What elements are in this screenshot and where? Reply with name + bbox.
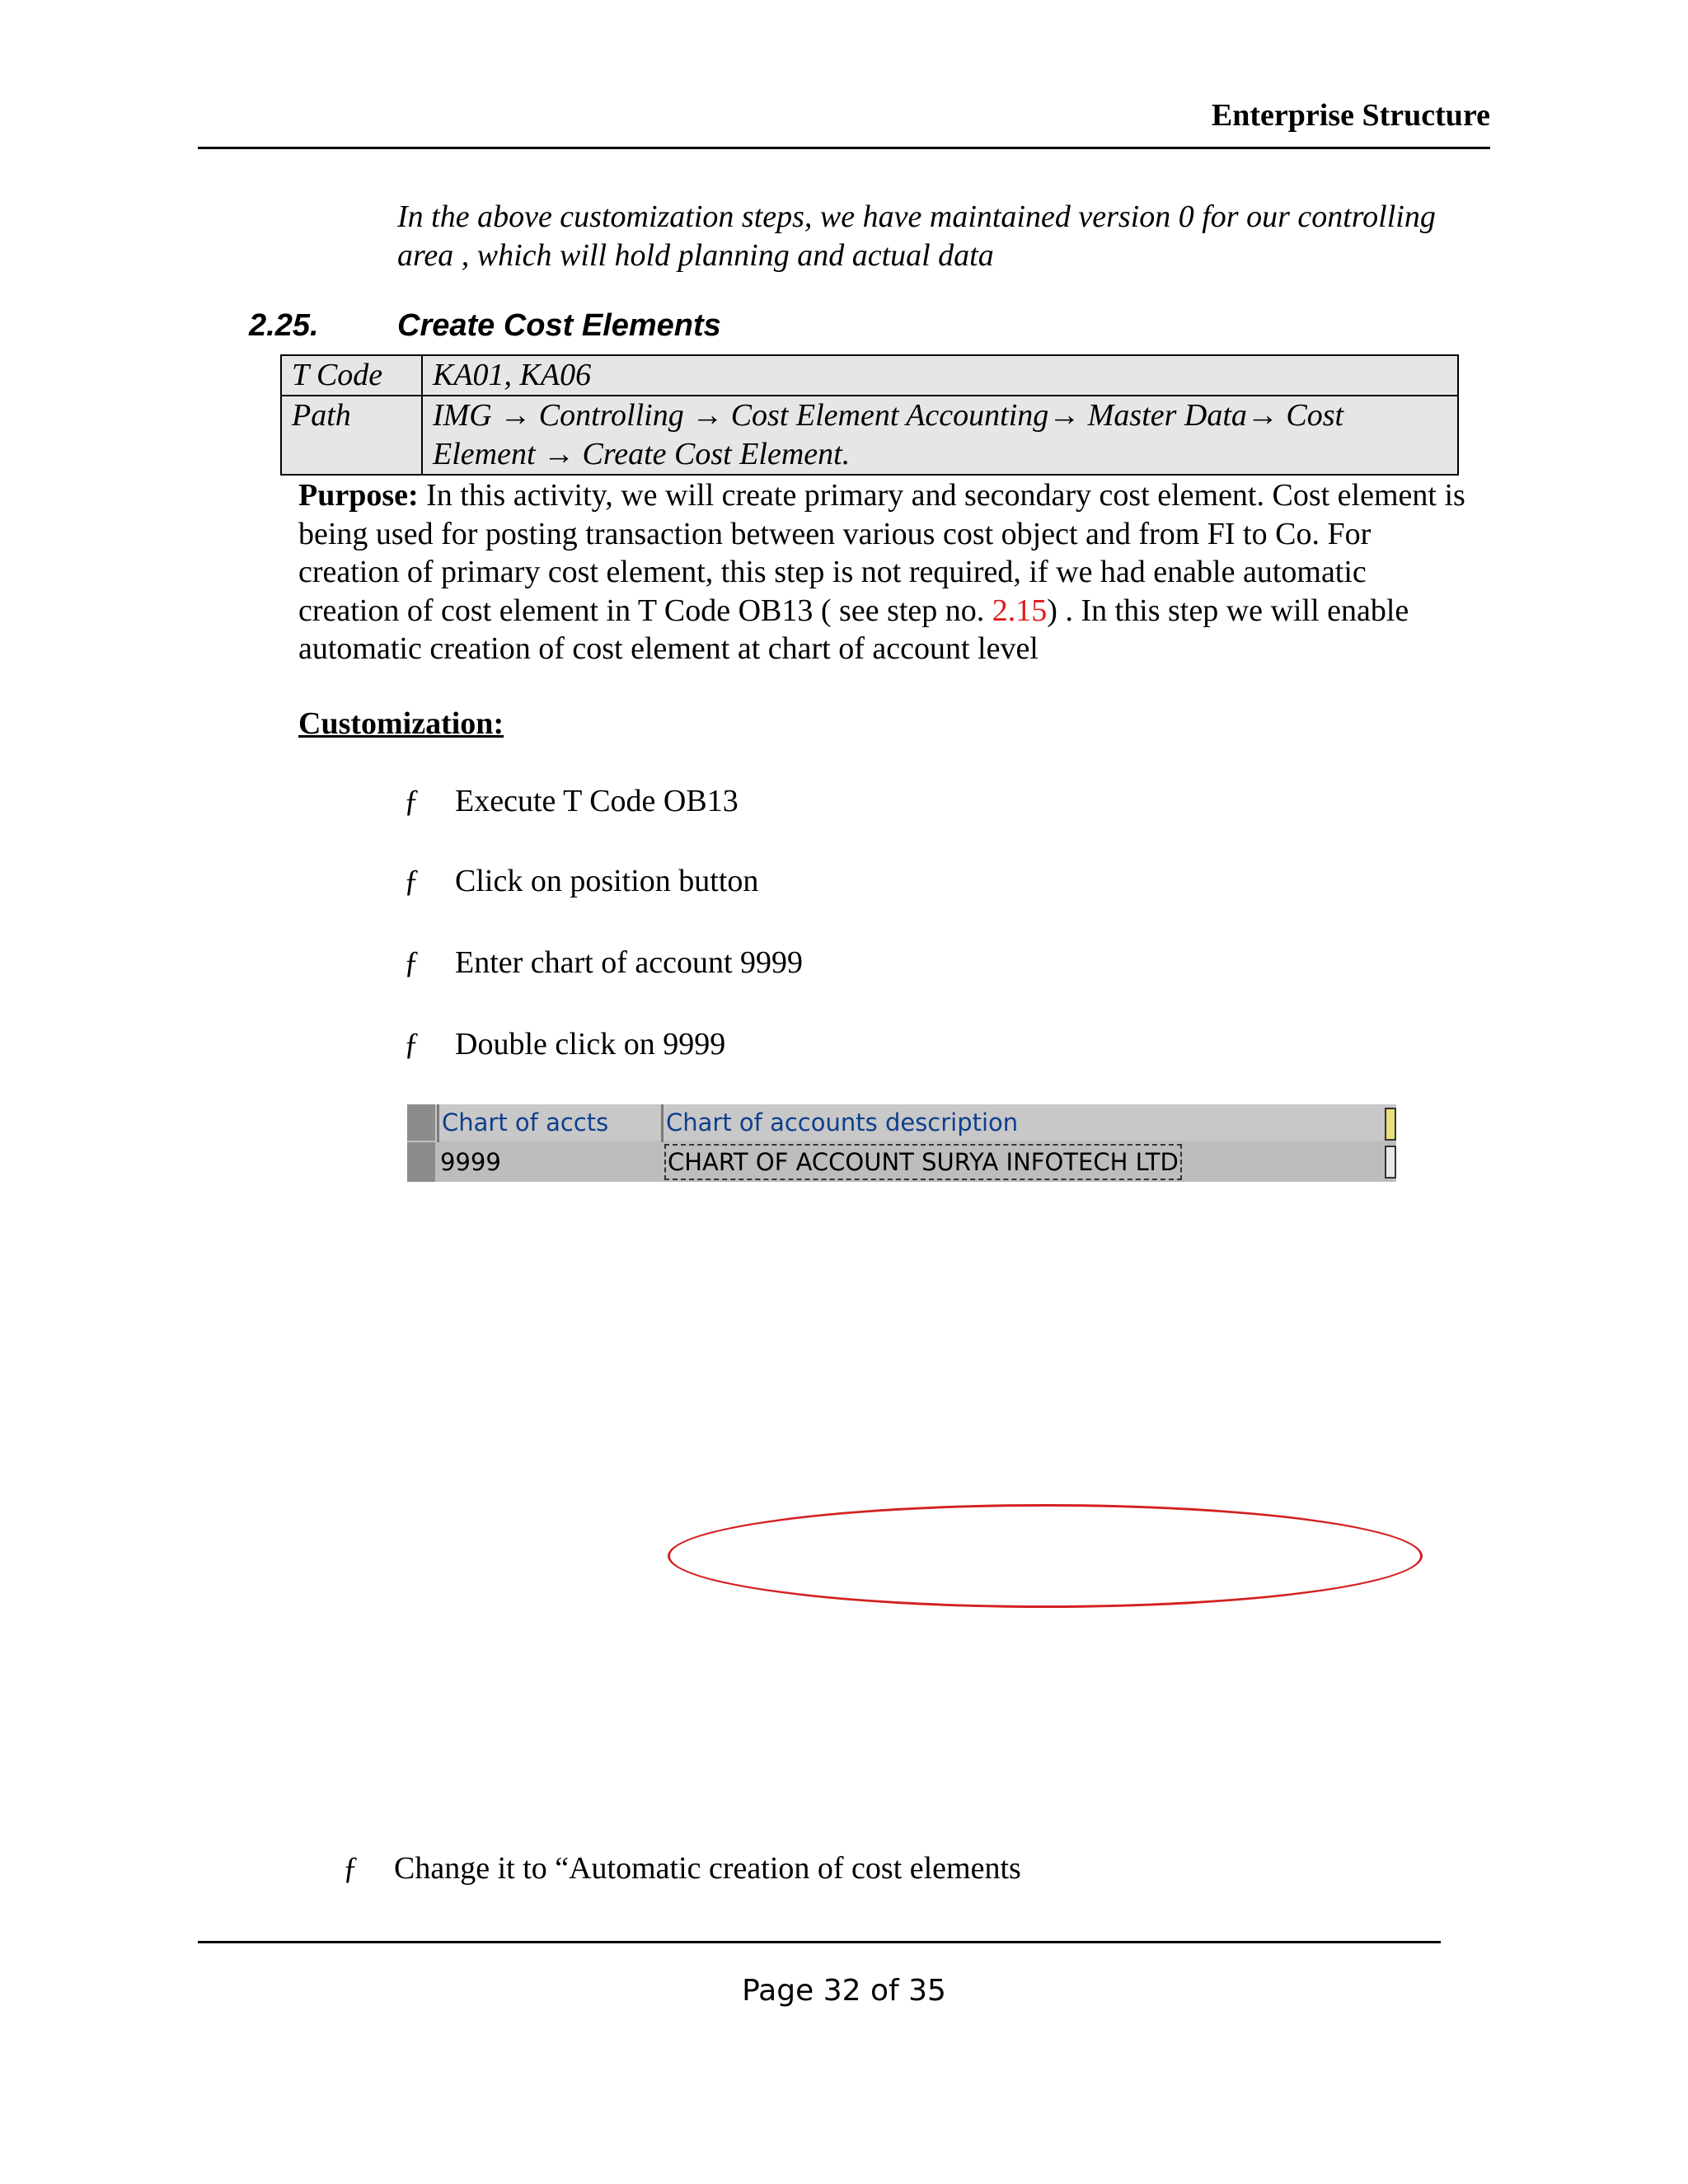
step-text: Enter chart of account 9999: [455, 945, 804, 980]
column-settings-icon[interactable]: [1385, 1108, 1396, 1141]
step-reference-link[interactable]: 2.15: [992, 593, 1048, 628]
table-row[interactable]: [407, 1142, 1396, 1182]
grid-header-row: [407, 1104, 1396, 1141]
sap-chart-of-accounts-grid: [407, 1104, 1396, 1182]
step-text: Double click on 9999: [455, 1027, 726, 1062]
tcode-value: KA01, KA06: [422, 355, 1458, 396]
header-title: Enterprise Structure: [1211, 98, 1490, 133]
purpose-text-after: ) . In this step we will enable automatic creation of cost element at chart of account level: [298, 593, 1409, 666]
customization-heading: Customization:: [298, 706, 504, 741]
tcode-table: [280, 354, 1459, 476]
tcode-label: T Code: [281, 355, 422, 396]
path-label: Path: [281, 396, 422, 475]
section-number: 2.25.: [249, 308, 319, 343]
chart-code-cell[interactable]: 9999: [440, 1148, 501, 1176]
table-row: [281, 355, 1458, 396]
step-text: Execute T Code OB13: [455, 784, 738, 818]
footer-rule: [198, 1941, 1441, 1943]
header-rule: [198, 147, 1490, 149]
bullet-icon: ƒ: [404, 784, 420, 818]
path-value: IMG → Controlling → Cost Element Accounting→ Master Data→ Cost Element → Create Cost Element.: [422, 396, 1458, 475]
header-select-cell[interactable]: [407, 1104, 435, 1141]
bullet-icon: ƒ: [404, 945, 420, 980]
highlight-oval: [668, 1504, 1423, 1608]
step-text: Change it to “Automatic creation of cost elements: [394, 1851, 1021, 1886]
bullet-icon: ƒ: [404, 1027, 420, 1062]
bullet-icon: ƒ: [404, 864, 420, 898]
purpose-label: Purpose:: [298, 478, 419, 513]
step-text: Click on position button: [455, 864, 759, 898]
purpose-text-before: In this activity, we will create primary and secondary cost element. Cost element is being used for posting transaction between various cost object and from FI to Co. For creation of primary cost element, this step is not required, if we had enable automatic creation of cost element in T Code OB13 ( see step no.: [298, 478, 1465, 628]
chart-description-field[interactable]: CHART OF ACCOUNT SURYA INFOTECH LTD: [664, 1144, 1182, 1180]
table-row: [281, 396, 1458, 475]
intro-note: In the above customization steps, we have maintained version 0 for our controlling area , which will hold planning and actual data: [397, 199, 1436, 273]
bullet-icon: ƒ: [343, 1851, 359, 1886]
row-marker: [1385, 1146, 1396, 1179]
section-title: Create Cost Elements: [397, 308, 721, 343]
purpose-paragraph: [298, 476, 1469, 668]
column-header-description[interactable]: Chart of accounts description: [666, 1108, 1019, 1137]
page-number: Page 32 of 35: [742, 1974, 946, 2008]
row-select-cell[interactable]: [407, 1142, 435, 1182]
column-header-code[interactable]: Chart of accts: [442, 1108, 609, 1137]
